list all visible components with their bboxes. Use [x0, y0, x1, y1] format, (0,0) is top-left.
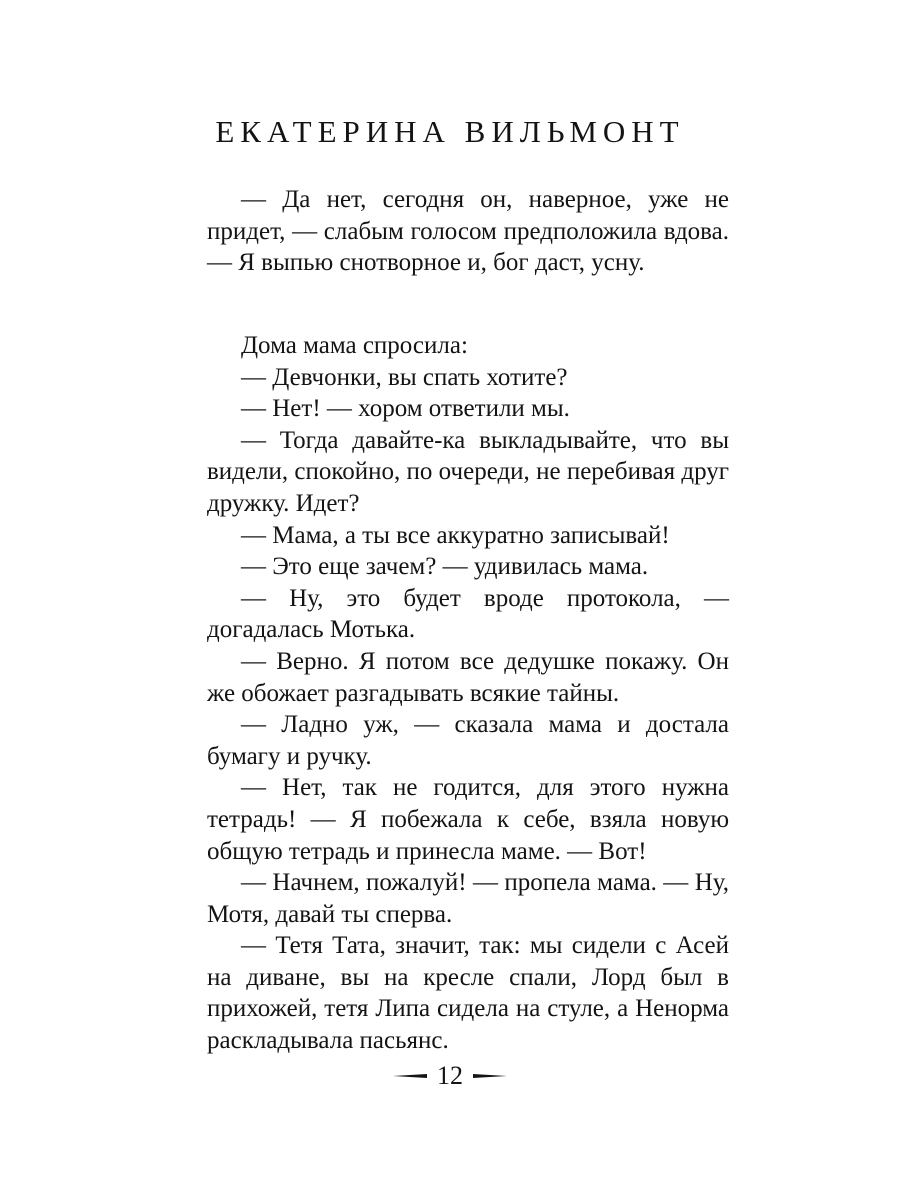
paragraph: — Тогда давайте-ка выкладывайте, что вы видели, спокойно, по очереди, не перебивая друг дружку. Идет? [207, 426, 729, 517]
text-section-1 [207, 184, 729, 279]
text-section-2 [207, 330, 729, 1057]
paragraph: — Это еще зачем? — удивилась мама. [241, 553, 649, 581]
paragraph: — Мама, а ты все аккуратно записывай! [241, 521, 670, 549]
paragraph: — Ладно уж, — сказала мама и достала бумагу и ручку. [207, 711, 729, 770]
paragraph: — Начнем, пожалуй! — пропела мама. — Ну, Мотя, давай ты сперва. [207, 869, 729, 928]
paragraph: — Да нет, сегодня он, наверное, уже не придет, — слабым голосом предположила вдова. — Я выпью снотворное и, бог даст, усну. [207, 186, 729, 277]
page-number: 12 [437, 1061, 463, 1090]
running-head-author: ЕКАТЕРИНА ВИЛЬМОНТ [215, 114, 685, 149]
paragraph: — Ну, это будет вроде протокола, — догадалась Мотька. [207, 584, 729, 644]
paragraph: — Нет, так не годится, для этого нужна тетрадь! — Я побежала к себе, взяла новую общую тетрадь и принесла маме. — Вот! [207, 774, 729, 865]
folio-right-dash-icon [473, 1074, 507, 1078]
paragraph: — Нет! — хором ответили мы. [241, 395, 570, 423]
paragraph: — Девчонки, вы спать хотите? [241, 363, 568, 391]
folio-left-dash-icon [393, 1074, 427, 1078]
paragraph: — Тетя Тата, значит, так: мы сидели с Асей на диване, вы на кресле спали, Лорд был в прихожей, тетя Липа сидела на стуле, а Ненорма раскладывала пасьянс. [207, 932, 729, 1055]
paragraph: — Верно. Я потом все дедушке покажу. Он же обожает разгадывать всякие тайны. [207, 647, 729, 707]
paragraph: Дома мама спросила: [241, 332, 468, 359]
page-folio [0, 1052, 900, 1094]
